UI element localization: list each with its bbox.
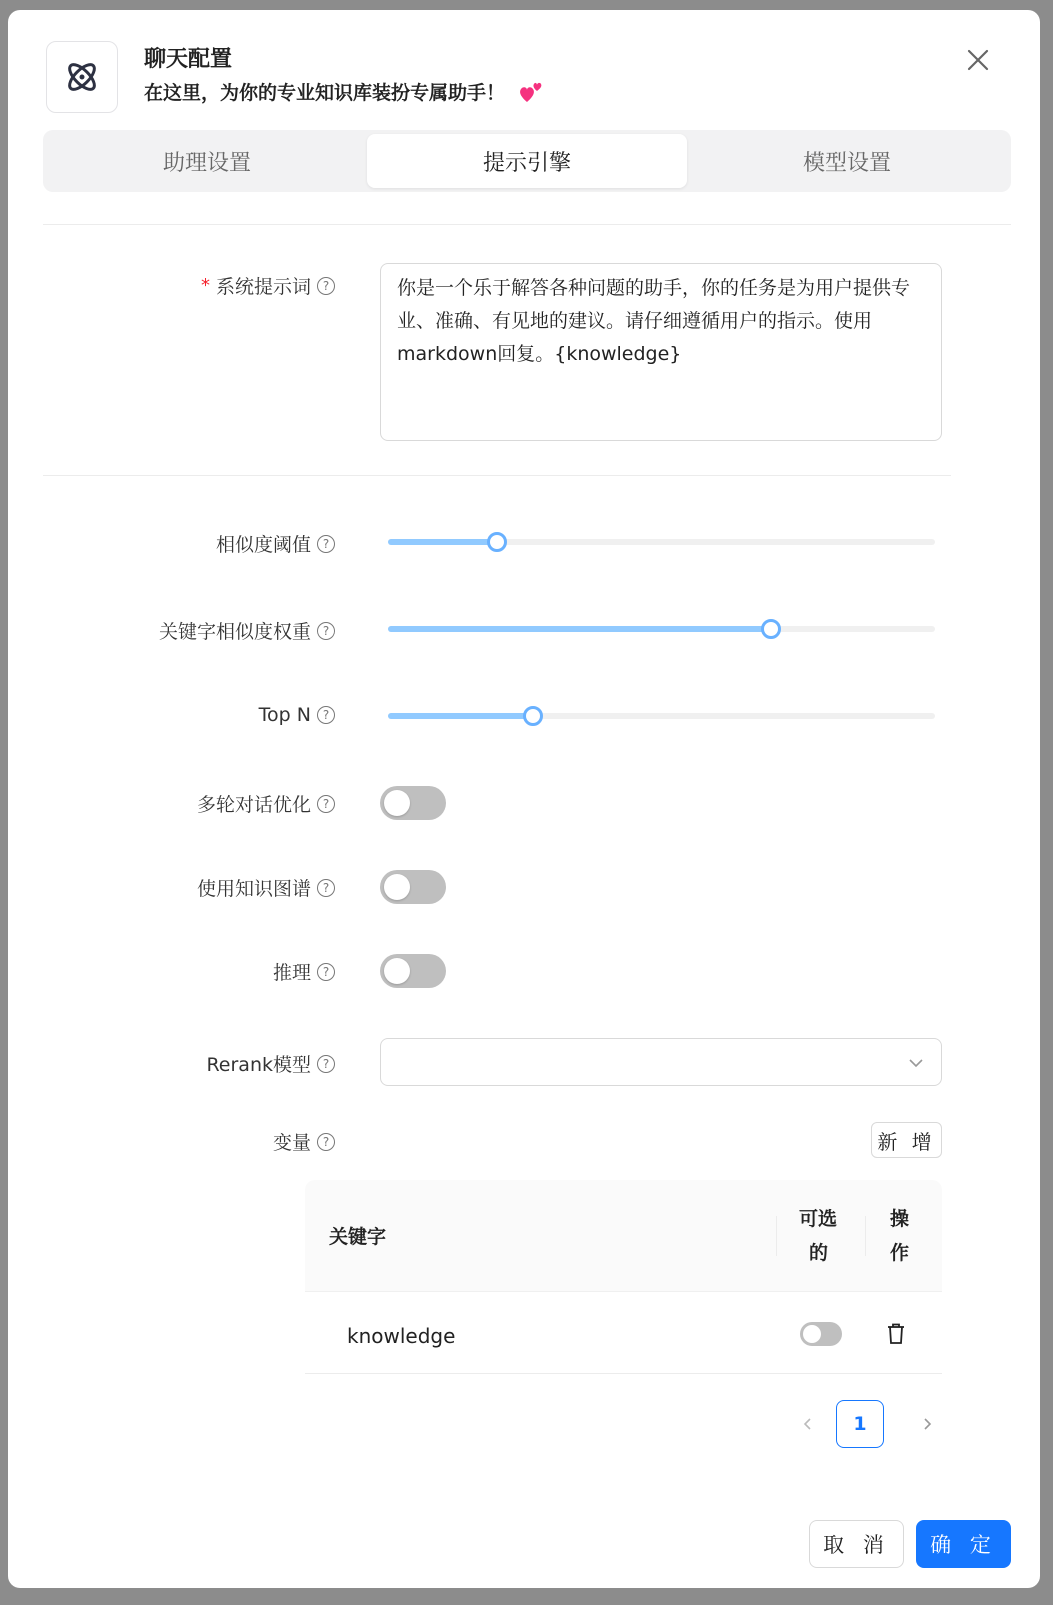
slider-track xyxy=(388,713,533,719)
help-icon[interactable]: ? xyxy=(317,1055,335,1073)
column-separator xyxy=(776,1216,777,1256)
chevron-left-icon xyxy=(800,1416,816,1432)
required-mark: * xyxy=(200,275,210,296)
add-variable-button[interactable]: 新 增 xyxy=(871,1122,942,1158)
column-header-optional-1: 可选 xyxy=(799,1208,838,1230)
help-icon[interactable]: ? xyxy=(317,706,335,724)
help-icon[interactable]: ? xyxy=(317,795,335,813)
section-divider xyxy=(43,475,951,476)
modal-title: 聊天配置 xyxy=(144,47,233,72)
variables-table xyxy=(305,1180,942,1374)
column-separator xyxy=(865,1216,866,1256)
help-icon[interactable]: ? xyxy=(317,622,335,640)
pagination-next[interactable] xyxy=(903,1400,951,1448)
modal-subtitle-text: 在这里，为你的专业知识库装扮专属助手！ xyxy=(144,82,506,104)
variables-label xyxy=(273,1128,335,1155)
tab-prompt-engine[interactable]: 提示引擎 xyxy=(367,134,687,188)
tab-assistant-settings[interactable]: 助理设置 xyxy=(162,150,251,176)
cancel-button[interactable]: 取 消 xyxy=(809,1520,904,1568)
column-header-key: 关键字 xyxy=(329,1226,387,1248)
assistant-avatar xyxy=(46,41,118,113)
chevron-down-icon xyxy=(907,1054,925,1072)
help-icon[interactable]: ? xyxy=(317,879,335,897)
keyword-weight-slider[interactable] xyxy=(388,617,935,641)
slider-handle[interactable] xyxy=(523,706,543,726)
toggle-knob xyxy=(384,874,410,900)
variables-label-text: 变量 xyxy=(272,1132,311,1154)
toggle-knob xyxy=(384,790,410,816)
toggle-knob xyxy=(803,1325,821,1343)
column-header-optional-2: 的 xyxy=(809,1242,829,1264)
variable-optional-toggle[interactable] xyxy=(800,1322,842,1346)
pagination-page-1[interactable]: 1 xyxy=(836,1400,884,1448)
knowledge-graph-label-text: 使用知识图谱 xyxy=(196,878,311,900)
chevron-right-icon xyxy=(919,1416,935,1432)
knowledge-graph-toggle[interactable] xyxy=(380,870,446,904)
trash-icon[interactable] xyxy=(885,1322,907,1346)
help-icon[interactable]: ? xyxy=(317,535,335,553)
similarity-threshold-slider[interactable] xyxy=(388,530,935,554)
slider-handle[interactable] xyxy=(761,619,781,639)
help-icon[interactable]: ? xyxy=(317,277,335,295)
ok-button[interactable]: 确 定 xyxy=(916,1520,1011,1568)
system-prompt-textarea[interactable]: 你是一个乐于解答各种问题的助手，你的任务是为用户提供专业、准确、有见地的建议。请仔细遵循用户的指示。使用markdown回复。{knowledge} xyxy=(380,263,942,441)
reasoning-label-text: 推理 xyxy=(272,962,311,984)
modal-subtitle xyxy=(144,78,545,105)
close-button[interactable] xyxy=(964,46,992,74)
table-header xyxy=(305,1180,942,1292)
system-prompt-label-text: 系统提示词 xyxy=(215,276,311,298)
top-n-slider[interactable] xyxy=(388,704,935,728)
rerank-label xyxy=(206,1050,335,1077)
slider-track xyxy=(388,626,771,632)
rerank-label-text: Rerank模型 xyxy=(206,1054,311,1076)
knowledge-graph-label xyxy=(197,874,335,901)
tab-model-settings[interactable]: 模型设置 xyxy=(802,150,891,176)
chat-config-modal xyxy=(8,10,1040,1588)
column-header-action-2: 作 xyxy=(890,1242,910,1264)
column-header-action-1: 操 xyxy=(890,1208,910,1230)
variable-key: knowledge xyxy=(347,1324,456,1348)
reasoning-label xyxy=(273,958,335,985)
similarity-threshold-label-text: 相似度阈值 xyxy=(215,534,311,556)
hearts-icon xyxy=(519,80,545,104)
multi-turn-label xyxy=(197,790,335,817)
slider-track xyxy=(388,539,497,545)
slider-handle[interactable] xyxy=(487,532,507,552)
pagination-prev[interactable] xyxy=(784,1400,832,1448)
system-prompt-label xyxy=(201,272,335,299)
multi-turn-toggle[interactable] xyxy=(380,786,446,820)
multi-turn-label-text: 多轮对话优化 xyxy=(196,794,311,816)
keyword-weight-label-text: 关键字相似度权重 xyxy=(158,621,311,643)
reasoning-toggle[interactable] xyxy=(380,954,446,988)
table-row xyxy=(305,1292,942,1374)
header-divider xyxy=(43,224,1011,225)
top-n-label xyxy=(259,704,335,726)
top-n-label-text: Top N xyxy=(258,704,311,726)
config-tabs xyxy=(43,130,1011,192)
toggle-knob xyxy=(384,958,410,984)
help-icon[interactable]: ? xyxy=(317,1133,335,1151)
rerank-model-select[interactable] xyxy=(380,1038,942,1086)
similarity-threshold-label xyxy=(216,530,335,557)
close-icon xyxy=(964,46,992,74)
help-icon[interactable]: ? xyxy=(317,963,335,981)
keyword-weight-label xyxy=(159,617,335,644)
atom-icon xyxy=(63,58,101,96)
